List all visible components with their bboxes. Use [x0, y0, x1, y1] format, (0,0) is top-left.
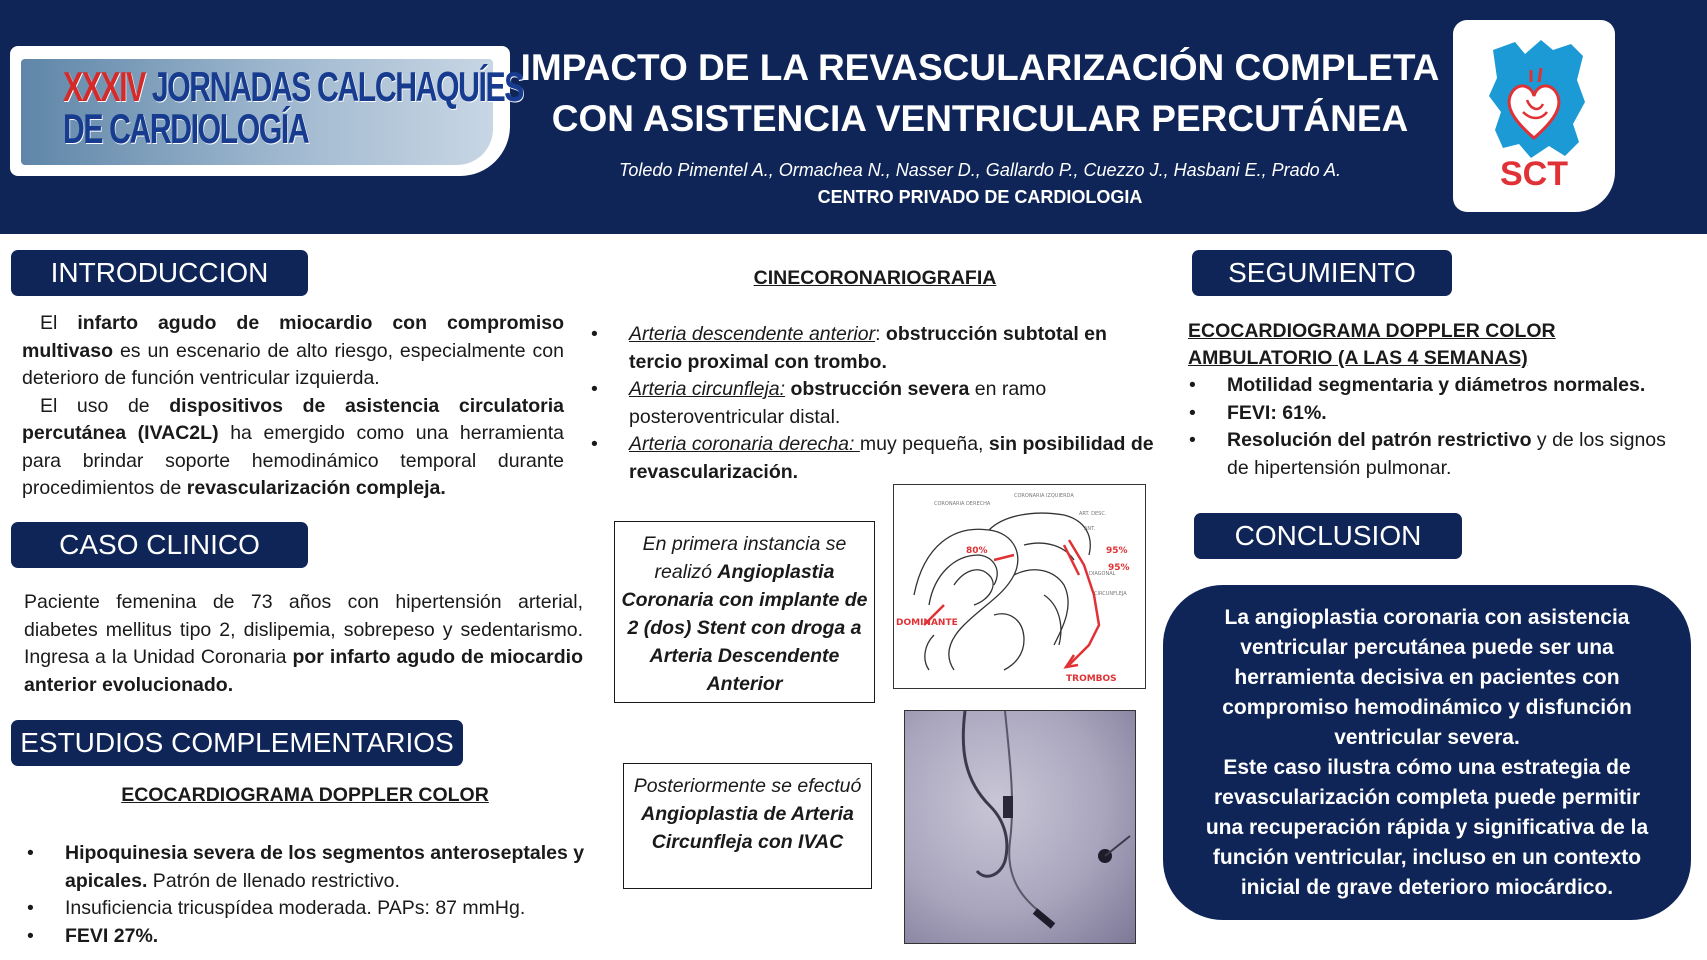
section-heading-estudios: ESTUDIOS COMPLEMENTARIOS [11, 720, 463, 766]
list-item: • Insuficiencia tricuspídea moderada. PAPs: 87 mmHg. [25, 895, 585, 923]
list-item: • Hipoquinesia severa de los segmentos anteroseptales y apicales. Patrón de llenado restrictivo. [25, 840, 585, 895]
procedure-box-1: En primera instancia se realizó Angioplastia Coronaria con implante de 2 (dos) Stent con droga a Arteria Descendente Anterior [614, 521, 875, 703]
estudios-list [25, 840, 585, 950]
seguimiento-subheading: ECOCARDIOGRAMA DOPPLER COLOR AMBULATORIO (A LAS 4 SEMANAS) [1188, 320, 1556, 369]
conclusion-paragraph-1: La angioplastia coronaria con asistencia ventricular percutánea puede ser una herramienta decisiva en pacientes con compromiso hemodinámico y disfunción ventricular severa. [1222, 606, 1632, 749]
title-line-1: IMPACTO DE LA REVASCULARIZACIÓN COMPLETA [520, 47, 1440, 88]
authors: Toledo Pimentel A., Ormachea N., Nasser D., Gallardo P., Cuezzo J., Hasbani E., Prado A. [619, 160, 1341, 180]
list-item: • Resolución del patrón restrictivo y de los signos de hipertensión pulmonar. [1187, 427, 1687, 482]
list-item: • FEVI: 61%. [1187, 400, 1687, 428]
svg-text:DIAGONAL: DIAGONAL [1089, 571, 1116, 577]
procedure-box-2: Posteriormente se efectuó Angioplastia de Arteria Circunfleja con IVAC [623, 763, 872, 889]
stenosis-label-95a: 95% [1106, 546, 1128, 556]
poster-title [520, 42, 1440, 144]
svg-text:CORONARIA IZQUIERDA: CORONARIA IZQUIERDA [1014, 493, 1074, 499]
coronary-diagram [893, 484, 1146, 689]
catheter-illustration [905, 711, 1135, 943]
intro-paragraph-2: El uso de dispositivos de asistencia circulatoria percutánea (IVAC2L) ha emergido como una herramienta para brindar soporte hemodinámico temporal durante procedimientos de revascularización compleja. [22, 394, 564, 499]
list-item: • Motilidad segmentaria y diámetros normales. [1187, 372, 1687, 400]
event-logo-line2: DE CARDIOLOGÍA [63, 105, 309, 152]
institution: CENTRO PRIVADO DE CARDIOLOGIA [817, 187, 1143, 207]
title-line-2: CON ASISTENCIA VENTRICULAR PERCUTÁNEA [551, 98, 1409, 139]
stenosis-label-95b: 95% [1108, 563, 1130, 573]
estudios-subheading: ECOCARDIOGRAMA DOPPLER COLOR [121, 784, 489, 806]
seguimiento-list [1187, 372, 1687, 482]
angiography-image [904, 710, 1136, 944]
cine-heading: CINECORONARIOGRAFIA [753, 267, 997, 289]
event-logo-line1: XXXIV JORNADAS CALCHAQUÍES [63, 63, 523, 110]
section-heading-intro: INTRODUCCION [11, 250, 308, 296]
conclusion-paragraph-2: Este caso ilustra cómo una estrategia de revascularización completa puede permitir una recuperación rápida y significativa de la función ventricular, incluso en un contexto inicial de grave deterioro miocárdico. [1205, 756, 1649, 899]
svg-text:ANT.: ANT. [1084, 526, 1096, 532]
cine-list [589, 321, 1164, 486]
list-item: • Arteria circunfleja: obstrucción severa en ramo posteroventricular distal. [589, 376, 1164, 431]
society-logo-text: SCT [1500, 155, 1568, 193]
event-logo-panel [21, 59, 523, 165]
conclusion-box [1163, 585, 1691, 920]
section-heading-seguimiento: SEGUMIENTO [1192, 250, 1452, 296]
trombos-label: TROMBOS [1066, 674, 1117, 684]
intro-paragraph-1: El infarto agudo de miocardio con compromiso multivaso es un escenario de alto riesgo, especialmente con deterioro de función ventricular izquierda. [22, 312, 564, 389]
section-heading-conclusion: CONCLUSION [1194, 513, 1462, 559]
list-item: • FEVI 27%. [25, 923, 585, 951]
svg-text:ART. DESC.: ART. DESC. [1079, 511, 1107, 517]
intro-text [22, 310, 564, 503]
dominante-label: DOMINANTE [896, 618, 958, 628]
coronary-tree-illustration [894, 485, 1145, 688]
section-heading-caso: CASO CLINICO [11, 522, 308, 568]
list-item: • Arteria descendente anterior: obstrucción subtotal en tercio proximal con trombo. [589, 321, 1164, 376]
svg-text:CORONARIA DERECHA: CORONARIA DERECHA [934, 501, 991, 507]
svg-text:CIRCUNFLEJA: CIRCUNFLEJA [1094, 591, 1127, 597]
list-item: • Arteria coronaria derecha: muy pequeña, sin posibilidad de revascularización. [589, 431, 1164, 486]
stenosis-label-80: 80% [966, 546, 988, 556]
caso-text: Paciente femenina de 73 años con hipertensión arterial, diabetes mellitus tipo 2, dislipemia, sobrepeso y sedentarismo. Ingresa a la Unidad Coronaria por infarto agudo de miocardio anterior evolucionado. [24, 591, 583, 696]
